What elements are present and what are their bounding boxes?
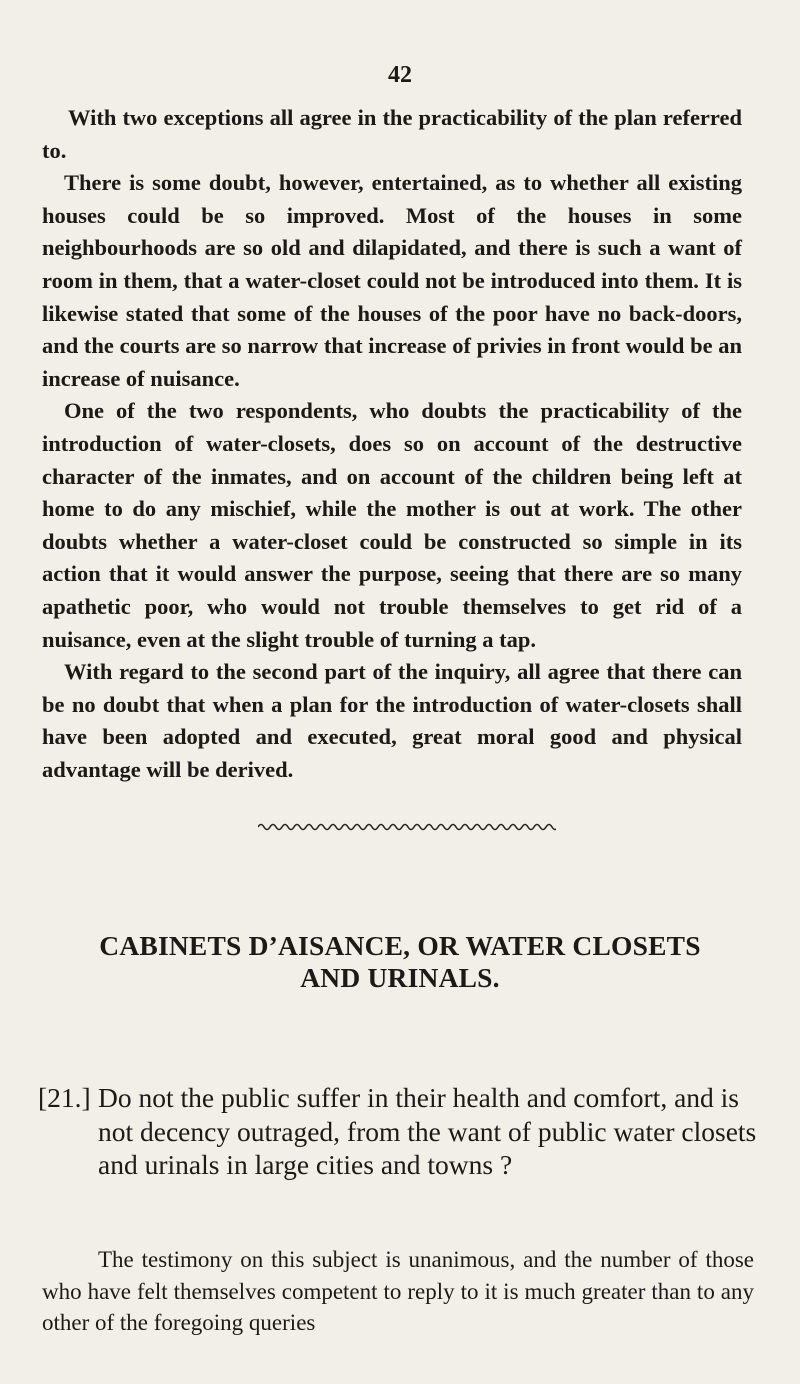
query-text: Do not the public suffer in their health and comfort, and is not decency outraged, from the want of public water closets and urinals in large cities and towns ? [98,1082,757,1180]
section-heading-line-1: CABINETS D’AISANCE, OR WATER CLOSETS [99,930,701,961]
paragraph-respondents: One of the two respondents, who doubts the practicability of the introduction of water-closets, does so on account of the destructive character of the inmates, and on account of the children being left at home to do any mischief, while the mother is out at work. The other doubts whether a water-closet could be constructed so simple in its action that it would answer the purpose, seeing that there are so many apathetic poor, who would not trouble themselves to get rid of a nuisance, even at the slight trouble of turning a tap. [42,398,742,652]
paragraph-second-part: With regard to the second part of the inquiry, all agree that there can be no doubt that when a plan for the introduction of water-closets shall have been adopted and executed, great moral good and physical advantage will be derived. [42,659,742,782]
body-text [42,102,742,786]
answer-block [42,1244,754,1339]
section-heading-line-2: AND URINALS. [300,962,500,993]
page-number: 42 [388,62,412,88]
paragraph-doubt: There is some doubt, however, entertained, as to whether all existing houses could be so improved. Most of the houses in some neighbourhoods are so old and dilapidated, and there is such a want of room in them, that a water-closet could not be introduced into them. It is likewise stated that some of the houses of the poor have no back-doors, and the courts are so narrow that increase of privies in front would be an increase of nuisance. [42,170,742,391]
section-heading [0,930,800,994]
wavy-rule-ornament [258,820,556,834]
paragraph-practicability: With two exceptions all agree in the practicability of the plan referred to. [42,105,742,163]
answer-text: The testimony on this subject is unanimous, and the number of those who have felt themselves competent to reply to it is much greater than to any other of the foregoing queries [42,1247,754,1335]
query-block [38,1081,758,1182]
query-number: [21.] [38,1082,91,1113]
